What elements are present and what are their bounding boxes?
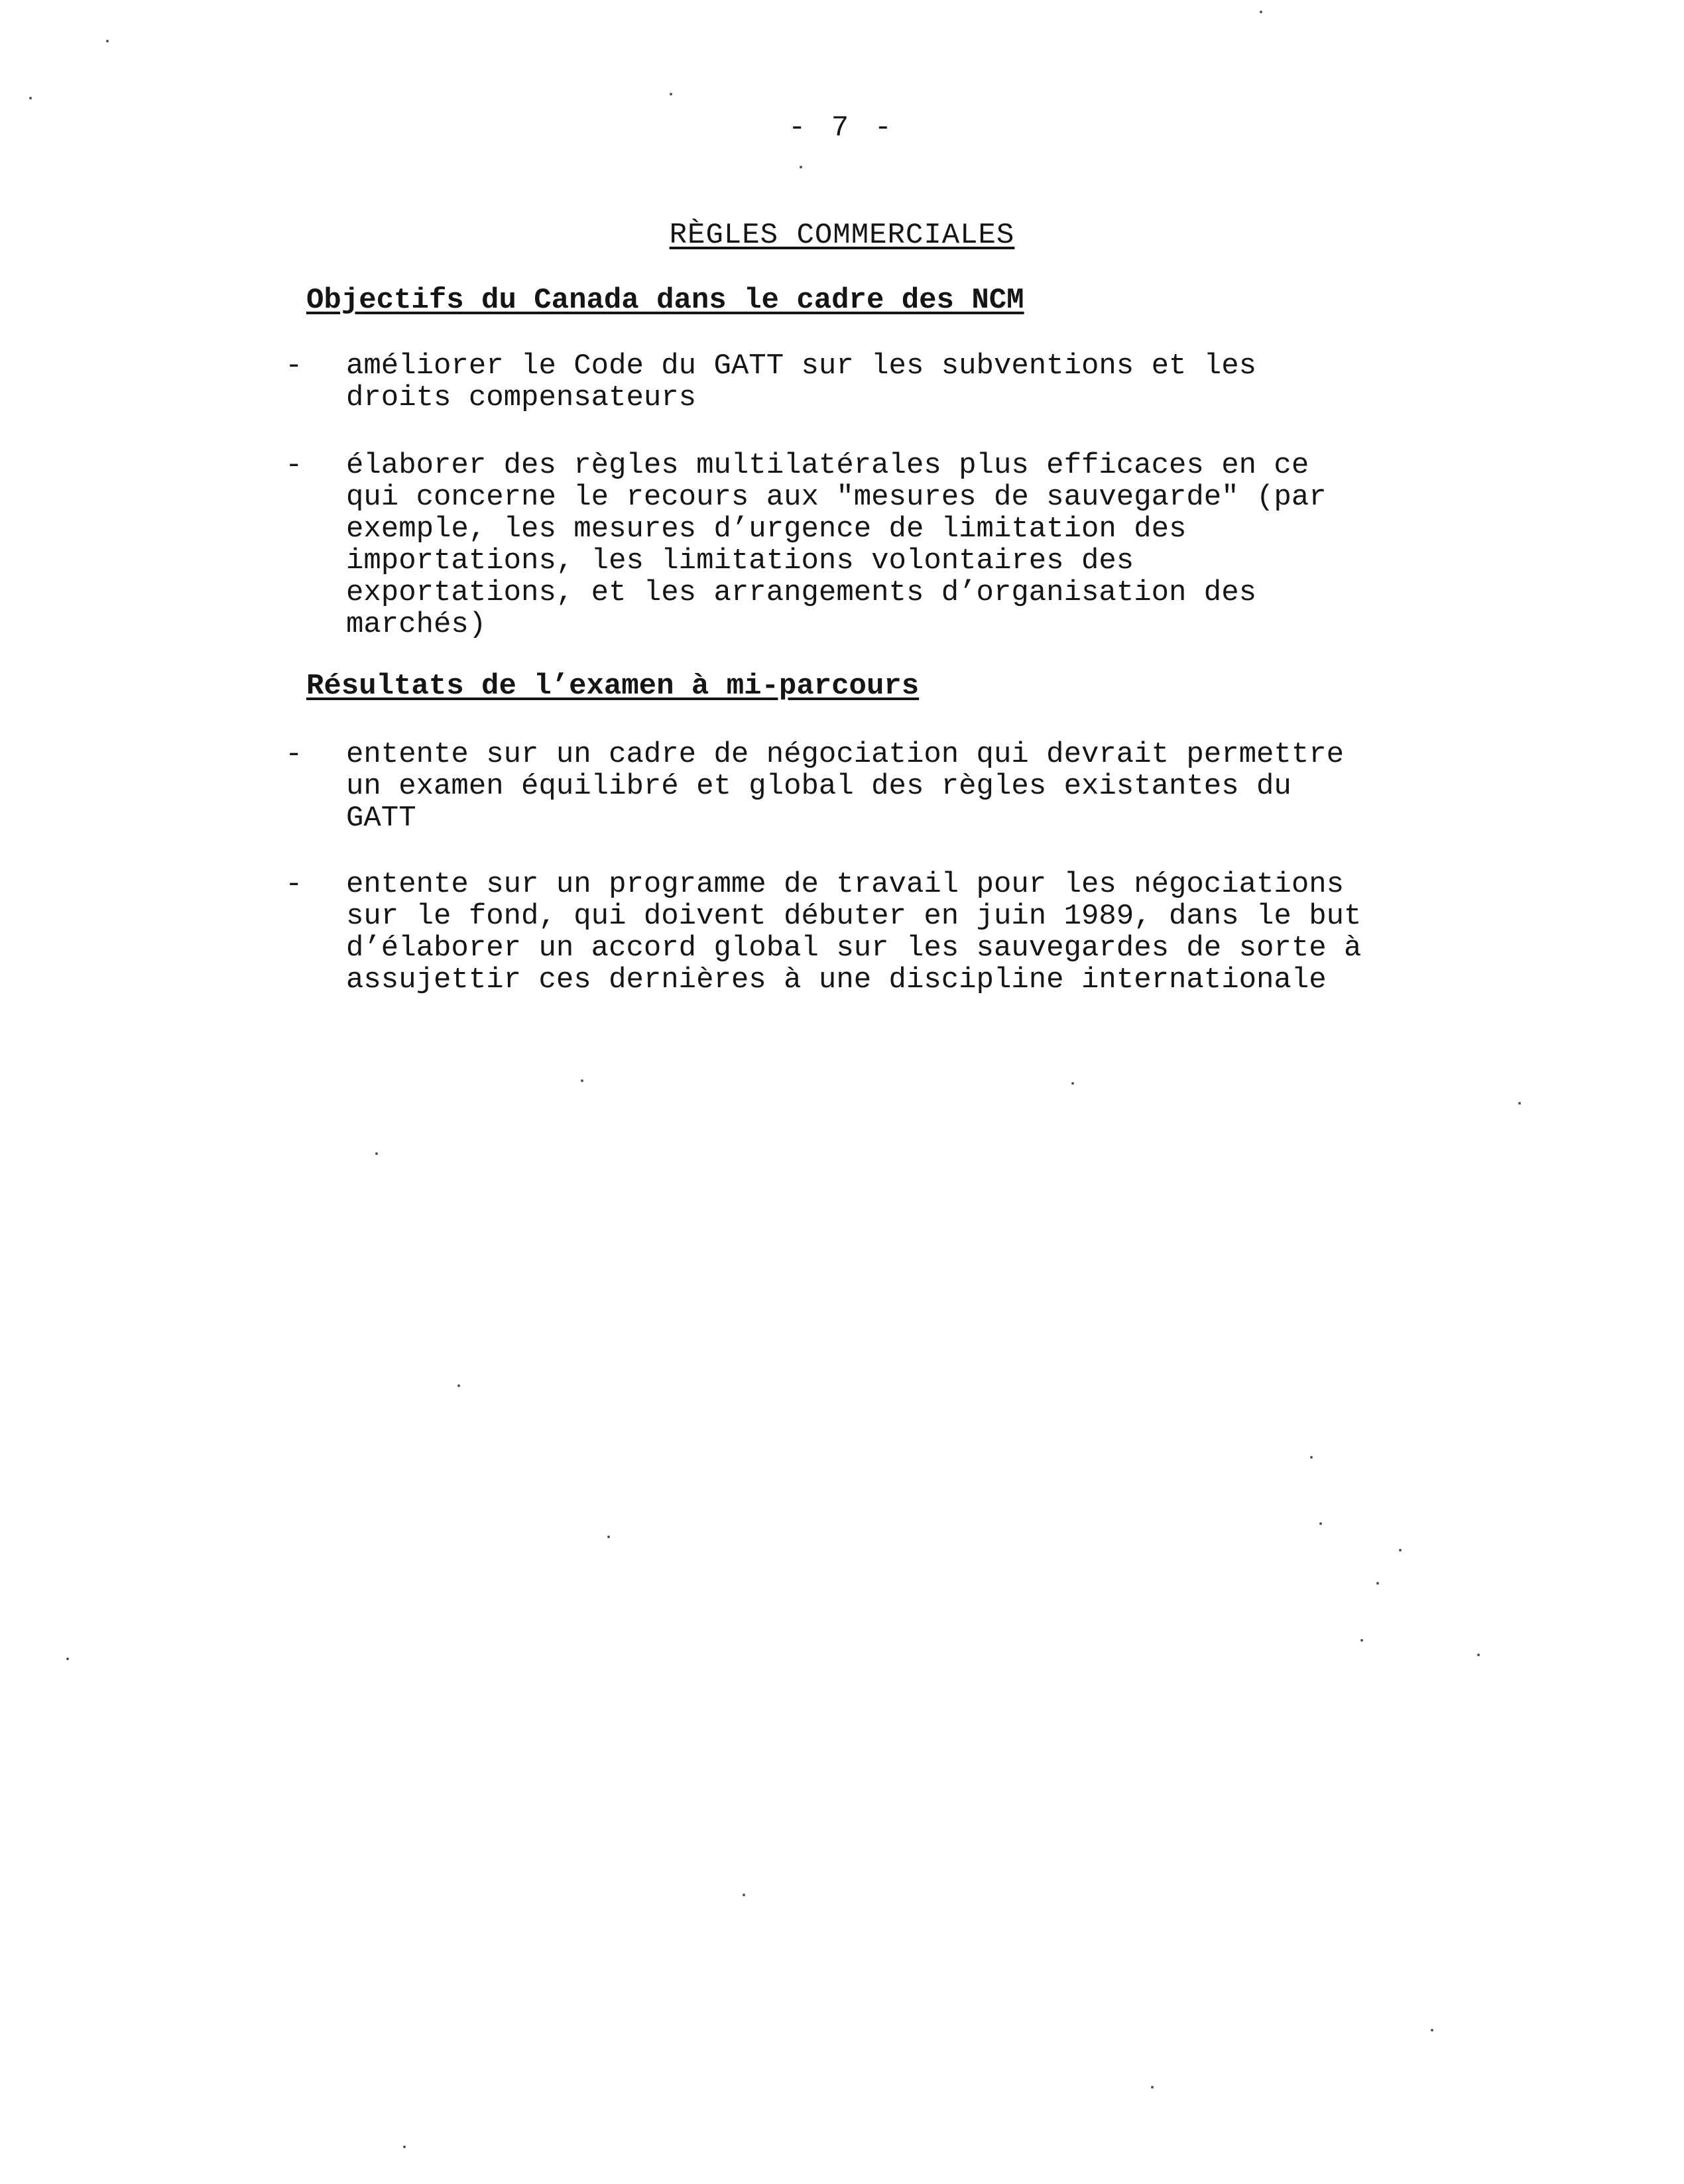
scan-speck <box>1071 1082 1074 1085</box>
scan-speck <box>1376 1582 1379 1585</box>
bullet-text: élaborer des règles multilatérales plus efficaces en ce qui concerne le recours aux "mesures de sauvegarde" (par exemple, les mesures d’urgence de limitation des importations, les limitations volontaires des exportations, et les arrangements d’organisation des marchés) <box>346 449 1327 641</box>
scan-speck <box>457 1384 460 1387</box>
scan-speck <box>1151 2086 1154 2089</box>
section-heading-objectives: Objectifs du Canada dans le cadre des NCM <box>306 284 1024 317</box>
scan-speck <box>743 1894 745 1896</box>
scan-speck <box>607 1536 610 1538</box>
scan-speck <box>1518 1102 1521 1105</box>
scan-speck <box>66 1658 69 1660</box>
bullet-text: entente sur un cadre de négociation qui devrait permettre un examen équilibré et global des règles existantes du GATT <box>346 738 1345 835</box>
scan-speck <box>1477 1654 1480 1656</box>
bullet-text: améliorer le Code du GATT sur les subventions et les droits compensateurs <box>346 349 1257 414</box>
scan-speck <box>1431 2029 1433 2032</box>
bullet-dash: - <box>285 868 303 901</box>
document-title: RÈGLES COMMERCIALES <box>669 219 1015 252</box>
bullet-dash: - <box>285 349 303 383</box>
scan-speck <box>670 93 672 95</box>
scan-speck <box>1399 1549 1402 1551</box>
page-number: - 7 - <box>788 111 896 145</box>
scan-speck <box>29 97 32 99</box>
scan-speck <box>1310 1456 1313 1459</box>
bullet-dash: - <box>285 449 303 482</box>
scan-speck <box>1319 1522 1322 1525</box>
bullet-text: entente sur un programme de travail pour les négociations sur le fond, qui doivent débuter en juin 1989, dans le but d’élaborer un accord global sur les sauvegardes de sorte à assujettir ces dernières à une discipline internationale <box>346 868 1362 997</box>
scan-speck <box>1260 11 1262 13</box>
scan-speck <box>375 1152 378 1155</box>
section-heading-midterm-results: Résultats de l’examen à mi-parcours <box>306 670 920 703</box>
bullet-dash: - <box>285 738 303 771</box>
scan-speck <box>403 2146 406 2148</box>
scan-speck <box>800 166 802 168</box>
scan-speck <box>106 40 109 42</box>
scan-speck <box>581 1079 583 1082</box>
scan-speck <box>1360 1639 1363 1642</box>
